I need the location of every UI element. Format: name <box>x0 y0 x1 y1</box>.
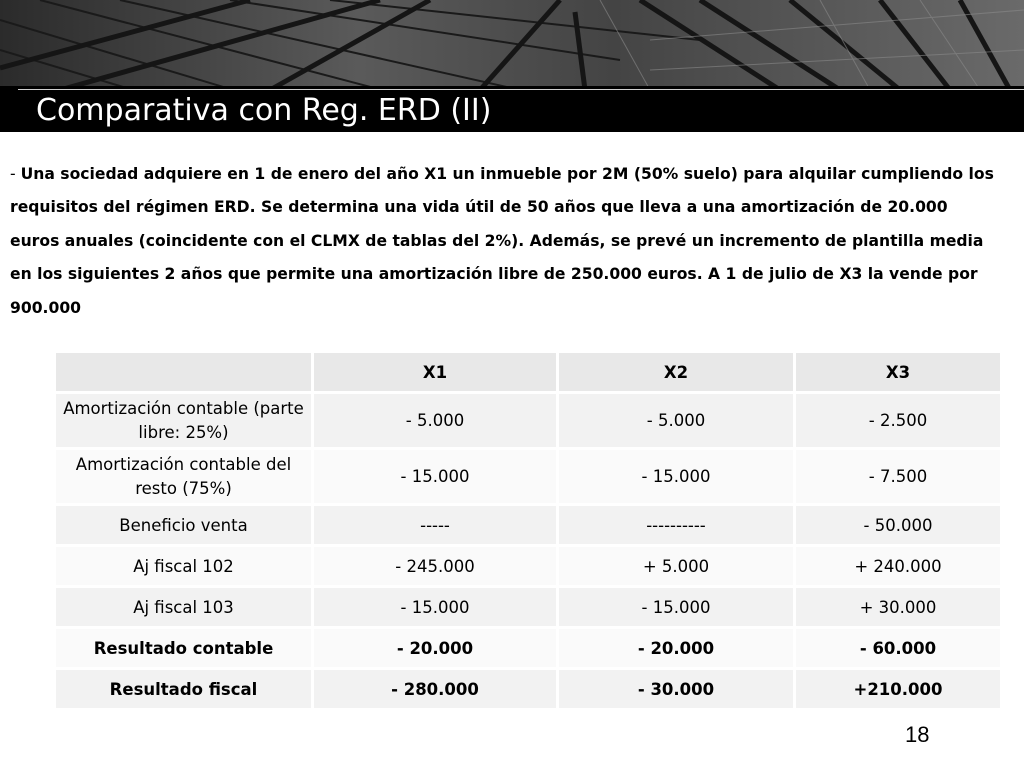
table-row <box>56 670 1000 708</box>
row-label: Amortización contable (parte libre: 25%) <box>56 394 311 447</box>
comparison-table <box>53 350 1003 711</box>
cell-x2: - 20.000 <box>559 629 793 667</box>
cell-x3: + 30.000 <box>796 588 1000 626</box>
cell-x3: - 7.500 <box>796 450 1000 503</box>
intro-text: Una sociedad adquiere en 1 de enero del año X1 un inmueble por 2M (50% suelo) para alquilar cumpliendo los requisitos del régimen ERD. Se determina una vida útil de 50 años que lleva a una amortización de 20.000 euros anuales (coincidente con el CLMX de tablas del 2%). Además, se prevé un incremento de plantilla media en los siguientes 2 años que permite una amortización libre de 250.000 euros. A 1 de julio de X3 la vende por 900.000 <box>10 165 994 317</box>
table-row <box>56 394 1000 447</box>
table-row <box>56 629 1000 667</box>
cell-x3: - 2.500 <box>796 394 1000 447</box>
cell-x3: + 240.000 <box>796 547 1000 585</box>
table-row <box>56 588 1000 626</box>
cell-x2: + 5.000 <box>559 547 793 585</box>
cell-x1: ----- <box>314 506 556 544</box>
cell-x2: - 15.000 <box>559 450 793 503</box>
table-row <box>56 547 1000 585</box>
row-label: Amortización contable del resto (75%) <box>56 450 311 503</box>
table-header-cell: X3 <box>796 353 1000 391</box>
table-header-cell <box>56 353 311 391</box>
cell-x1: - 245.000 <box>314 547 556 585</box>
cell-x2: ---------- <box>559 506 793 544</box>
cell-x2: - 30.000 <box>559 670 793 708</box>
row-label: Resultado contable <box>56 629 311 667</box>
cell-x1: - 20.000 <box>314 629 556 667</box>
cell-x3: - 60.000 <box>796 629 1000 667</box>
cell-x1: - 15.000 <box>314 588 556 626</box>
table-header-cell: X1 <box>314 353 556 391</box>
table-row <box>56 450 1000 503</box>
row-label: Resultado fiscal <box>56 670 311 708</box>
page-number: 18 <box>905 722 930 747</box>
slide-title: Comparativa con Reg. ERD (II) <box>36 93 492 128</box>
cell-x2: - 15.000 <box>559 588 793 626</box>
row-label: Aj fiscal 103 <box>56 588 311 626</box>
intro-paragraph <box>10 158 1000 325</box>
cell-x3: +210.000 <box>796 670 1000 708</box>
row-label: Beneficio venta <box>56 506 311 544</box>
cell-x2: - 5.000 <box>559 394 793 447</box>
cell-x1: - 15.000 <box>314 450 556 503</box>
cell-x3: - 50.000 <box>796 506 1000 544</box>
row-label: Aj fiscal 102 <box>56 547 311 585</box>
intro-dash: - <box>10 165 21 183</box>
table-header-cell: X2 <box>559 353 793 391</box>
cell-x1: - 280.000 <box>314 670 556 708</box>
table-row <box>56 506 1000 544</box>
table-header-row <box>56 353 1000 391</box>
cell-x1: - 5.000 <box>314 394 556 447</box>
